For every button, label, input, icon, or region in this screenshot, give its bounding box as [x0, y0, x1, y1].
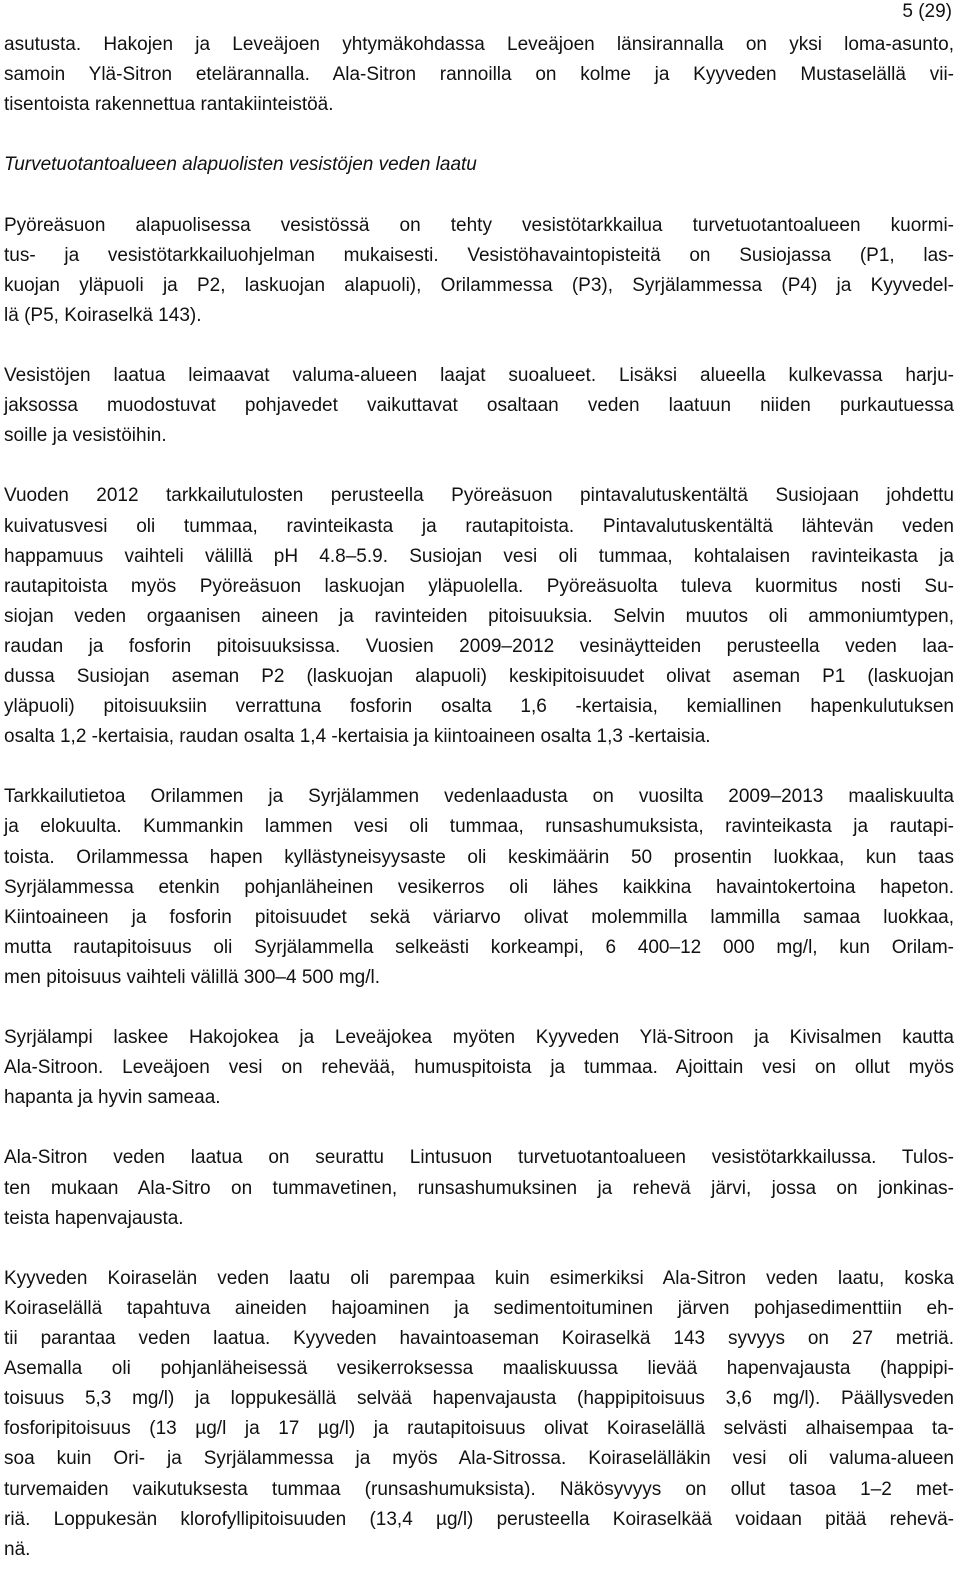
- text-line: tii parantaa veden laatua. Kyyveden havaintoaseman Koiraselkä 143 syvyys on 27 metriä.: [4, 1328, 954, 1350]
- text-line: Koiraselällä tapahtuva aineiden hajoaminen ja sedimentoituminen järven pohjasedimenttiin eh-: [4, 1297, 954, 1319]
- text-line: turvemaiden vaikutuksesta tummaa (runsashumuksista). Näkösyvyys on ollut tasoa 1–2 met-: [4, 1478, 954, 1500]
- text-line: Kyyveden Koiraselän veden laatu oli parempaa kuin esimerkiksi Ala-Sitron veden laatu, koska: [4, 1267, 954, 1289]
- paragraph: [4, 481, 954, 752]
- text-line: Vesistöjen laatua leimaavat valuma-alueen laajat suoalueet. Lisäksi alueella kulkevassa harju-: [4, 365, 954, 387]
- text-line: jaksossa muodostuvat pohjavedet vaikuttavat osaltaan veden laatuun niiden purkautuessa: [4, 395, 954, 417]
- text-line: asutusta. Hakojen ja Leveäjoen yhtymäkohdassa Leveäjoen länsirannalla on yksi loma-asunto,: [4, 34, 954, 55]
- paragraph: [4, 30, 954, 120]
- text-line: osalta 1,2 -kertaisia, raudan osalta 1,4 -kertaisia ja kiintoaineen osalta 1,3 -kertaisia.: [4, 726, 711, 748]
- text-line: Ala-Sitron veden laatua on seurattu Lintusuon turvetuotantoalueen vesistötarkkailussa. Tulos-: [4, 1147, 954, 1169]
- text-line: Tarkkailutietoa Orilammen ja Syrjälammen vedenlaadusta on vuosilta 2009–2013 maaliskuulta: [4, 786, 954, 808]
- section-heading: Turvetuotantoalueen alapuolisten vesistöjen veden laatu: [4, 154, 477, 176]
- text-line: Asemalla oli pohjanläheisessä vesikerroksessa maaliskuussa lievää hapenvajausta (happipi-: [4, 1358, 954, 1380]
- text-line: ja elokuulta. Kummankin lammen vesi oli tummaa, runsashumuksista, ravinteikasta ja rautapi-: [4, 816, 954, 838]
- text-line: samoin Ylä-Sitron etelärannalla. Ala-Sitron rannoilla on kolme ja Kyyveden Mustaselällä vii-: [4, 64, 954, 86]
- paragraph: [4, 1264, 954, 1565]
- text-line: tisentoista rakennettua rantakiinteistöä.: [4, 94, 334, 116]
- page-number: 5 (29): [902, 1, 952, 22]
- text-line: siojan veden orgaanisen aineen ja ravinteiden pitoisuuksia. Selvin muutos oli ammoniumtypen,: [4, 605, 954, 627]
- text-line: fosforipitoisuus (13 µg/l ja 17 µg/l) ja rautapitoisuus olivat Koiraselällä selvästi alhaisempaa ta-: [4, 1418, 954, 1440]
- text-line: dussa Susiojan aseman P2 (laskuojan alapuoli) keskipitoisuudet olivat aseman P1 (laskuojan: [4, 665, 954, 687]
- paragraph: [4, 1143, 954, 1233]
- text-line: Vuoden 2012 tarkkailutulosten perusteella Pyöreäsuon pintavalutuskentältä Susiojaan johdettu: [4, 485, 954, 507]
- text-line: men pitoisuus vaihteli välillä 300–4 500 mg/l.: [4, 966, 380, 988]
- text-line: toisuus 5,3 mg/l) ja loppukesällä selvää hapenvajausta (happipitoisuus 3,6 mg/l). Päällysveden: [4, 1388, 954, 1410]
- text-line: Pyöreäsuon alapuolisessa vesistössä on tehty vesistötarkkailua turvetuotantoalueen kuormi-: [4, 214, 954, 236]
- text-line: soa kuin Ori- ja Syrjälammessa ja myös Ala-Sitrossa. Koiraselälläkin vesi oli valuma-alueen: [4, 1448, 954, 1470]
- text-line: happamuus vaihteli välillä pH 4.8–5.9. Susiojan vesi oli tummaa, kohtalaisen ravinteikasta ja: [4, 545, 954, 567]
- text-line: lä (P5, Koiraselkä 143).: [4, 304, 202, 326]
- text-line: teista hapenvajausta.: [4, 1207, 184, 1229]
- text-line: riä. Loppukesän klorofyllipitoisuuden (13,4 µg/l) perusteella Koiraselkää voidaan pitää rehevä-: [4, 1508, 954, 1530]
- paragraph: [4, 782, 954, 993]
- text-line: ten mukaan Ala-Sitro on tummavetinen, runsashumuksinen ja rehevä järvi, jossa on jonkinas-: [4, 1177, 954, 1199]
- text-line: Kiintoaineen ja fosforin pitoisuudet sekä väriarvo olivat molemmilla lammilla samaa luokkaa,: [4, 906, 954, 928]
- paragraph: [4, 1023, 954, 1113]
- text-line: tus- ja vesistötarkkailuohjelman mukaisesti. Vesistöhavaintopisteitä on Susiojassa (P1, las-: [4, 244, 954, 266]
- text-line: hapanta ja hyvin sameaa.: [4, 1087, 221, 1109]
- text-line: Syrjälammessa etenkin pohjanläheinen vesikerros oli lähes kaikkina havaintokertoina hapeton.: [4, 876, 954, 898]
- text-line: toista. Orilammessa hapen kyllästyneisyysaste oli keskimäärin 50 prosentin luokkaa, kun taas: [4, 846, 954, 868]
- text-line: Syrjälampi laskee Hakojokea ja Leveäjokea myöten Kyyveden Ylä-Sitroon ja Kivisalmen kautta: [4, 1027, 954, 1049]
- document-body: [4, 30, 954, 1565]
- text-line: soille ja vesistöihin.: [4, 425, 167, 447]
- text-line: Ala-Sitroon. Leveäjoen vesi on rehevää, humuspitoista ja tummaa. Ajoittain vesi on ollut myös: [4, 1057, 954, 1079]
- text-line: rautapitoista myös Pyöreäsuon laskuojan yläpuolella. Pyöreäsuolta tuleva kuormitus nosti Su-: [4, 575, 954, 597]
- text-line: kuojan yläpuoli ja P2, laskuojan alapuoli), Orilammessa (P3), Syrjälammessa (P4) ja Kyyvedel-: [4, 274, 954, 296]
- text-line: kuivatusvesi oli tummaa, ravinteikasta ja rautapitoista. Pintavalutuskentältä lähtevän veden: [4, 515, 954, 537]
- text-line: raudan ja fosforin pitoisuuksissa. Vuosien 2009–2012 vesinäytteiden perusteella veden laa-: [4, 635, 954, 657]
- text-line: mutta rautapitoisuus oli Syrjälammella selkeästi korkeampi, 6 400–12 000 mg/l, kun Orilam-: [4, 936, 954, 958]
- paragraph: [4, 211, 954, 331]
- text-line: nä.: [4, 1538, 31, 1560]
- paragraph: [4, 361, 954, 451]
- text-line: yläpuoli) pitoisuuksiin verrattuna fosforin osalta 1,6 -kertaisia, kemiallinen hapenkulutuksen: [4, 696, 954, 718]
